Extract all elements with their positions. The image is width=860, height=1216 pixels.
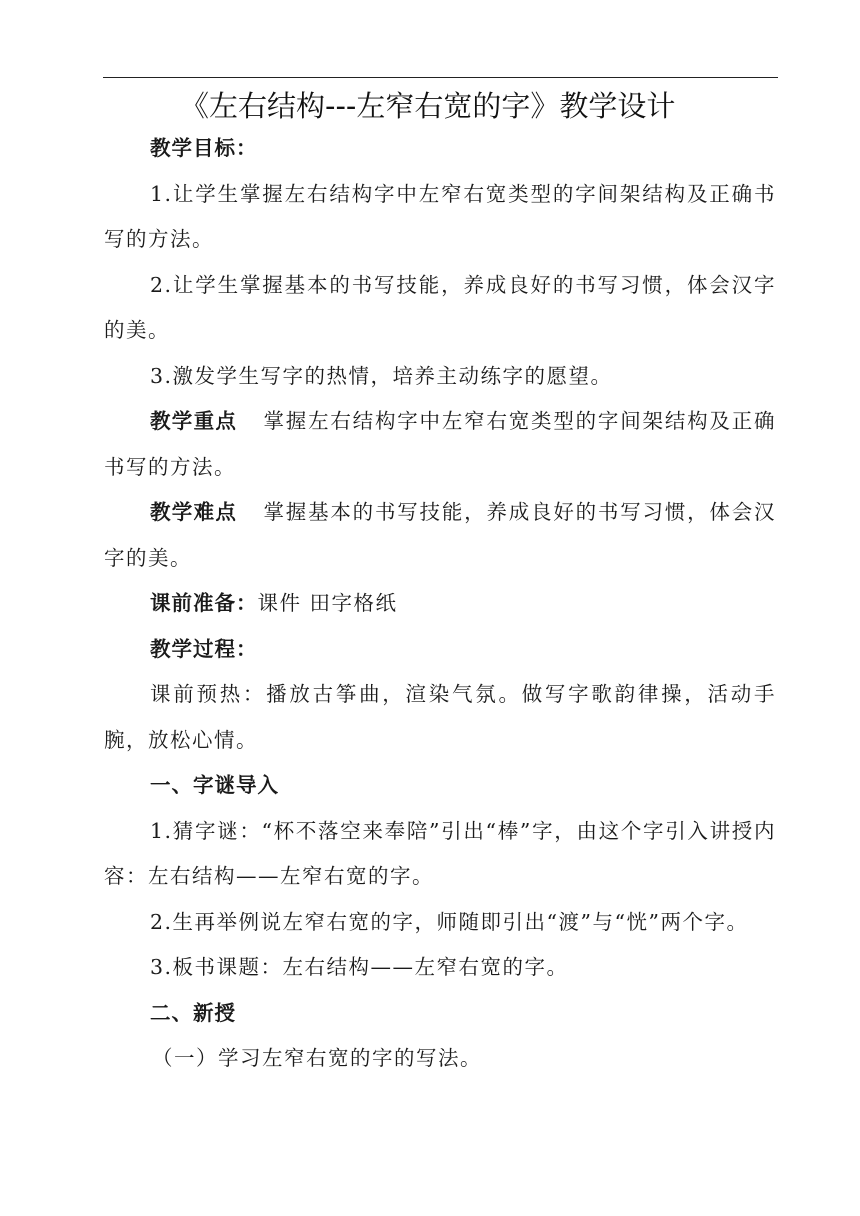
document-body xyxy=(104,126,776,1082)
key-point-paragraph xyxy=(104,399,776,490)
section2-heading: 二、新授 xyxy=(150,1000,236,1025)
preparation-label: 课前准备： xyxy=(150,591,258,615)
objective-item: 2.让学生掌握基本的书写技能，养成良好的书写习惯，体会汉字的美。 xyxy=(104,272,776,342)
preparation-text: 课件 田字格纸 xyxy=(257,591,398,615)
process-heading: 教学过程： xyxy=(150,636,258,661)
preparation-paragraph xyxy=(104,581,776,627)
key-point-text: 掌握左右结构字中左窄右宽类型的字间架结构及正确书写的方法。 xyxy=(104,409,777,479)
difficulty-paragraph xyxy=(104,490,776,581)
header-rule xyxy=(103,77,778,78)
difficulty-text: 掌握基本的书写技能，养成良好的书写习惯，体会汉字的美。 xyxy=(104,500,777,570)
section1-item: 2.生再举例说左窄右宽的字，师随即引出“渡”与“恍”两个字。 xyxy=(150,909,749,934)
section1-item: 3.板书课题：左右结构——左窄右宽的字。 xyxy=(150,955,569,979)
objectives-heading: 教学目标： xyxy=(150,136,258,160)
section1-heading: 一、字谜导入 xyxy=(150,773,279,797)
objective-item: 1.让学生掌握左右结构字中左窄右宽类型的字间架结构及正确书写的方法。 xyxy=(104,181,776,251)
difficulty-label: 教学难点 xyxy=(150,500,238,524)
document-title: 《左右结构---左窄右宽的字》教学设计 xyxy=(180,89,676,123)
objective-item: 3.激发学生写字的热情，培养主动练字的愿望。 xyxy=(150,363,613,388)
key-point-label: 教学重点 xyxy=(150,409,238,433)
warmup-paragraph: 课前预热：播放古筝曲，渲染气氛。做写字歌韵律操，活动手腕，放松心情。 xyxy=(104,682,776,752)
section1-item: 1.猜字谜：“杯不落空来奉陪”引出“棒”字，由这个字引入讲授内容：左右结构——左窄右宽的字。 xyxy=(104,818,776,888)
section2-subheading: （一）学习左窄右宽的字的写法。 xyxy=(152,1046,482,1070)
